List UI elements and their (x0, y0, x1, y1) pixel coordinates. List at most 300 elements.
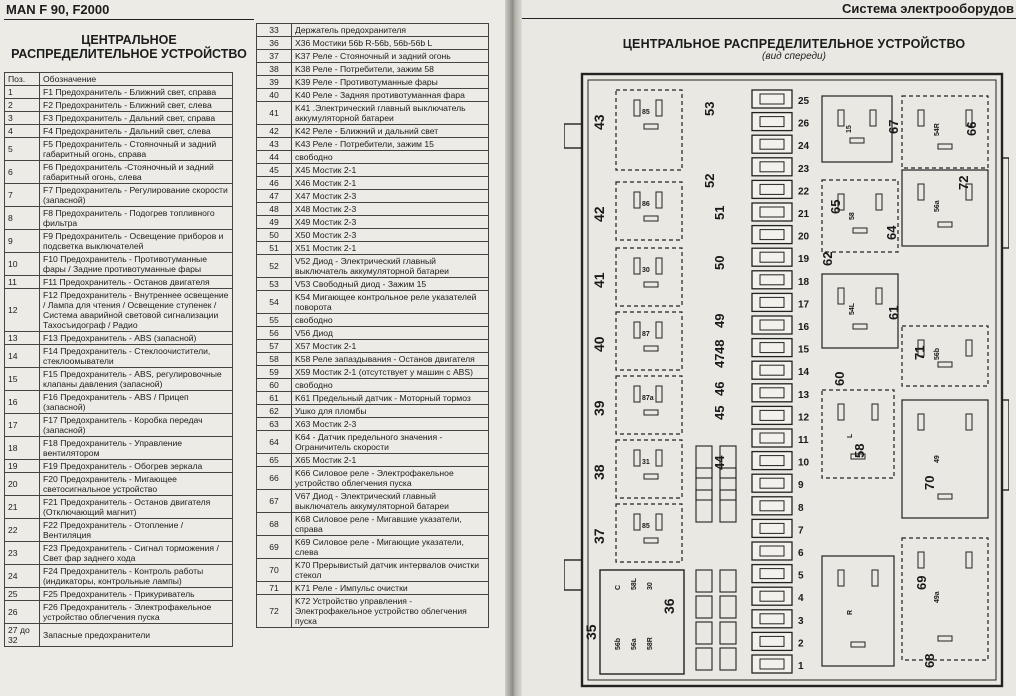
pin-label: 56a (631, 638, 638, 650)
fuse-number-label: 7 (798, 525, 804, 537)
fuse-number-label: 25 (798, 96, 810, 107)
table-row (257, 379, 489, 392)
row-pos: 57 (257, 340, 292, 353)
position-number-label: 66 (964, 121, 979, 136)
fuse-number-label: 19 (798, 254, 810, 266)
relay-pin (838, 110, 844, 126)
relay-pin (634, 100, 640, 116)
relay-pin (872, 404, 878, 420)
row-pos: 56 (257, 327, 292, 340)
row-pos: 67 (257, 490, 292, 513)
legend-table-1 (4, 72, 233, 647)
row-pos: 4 (5, 125, 40, 138)
position-number-label: 46 (712, 381, 727, 396)
relay-pin (838, 288, 844, 304)
small-fuse (720, 648, 736, 670)
relay-position-label: 37 (591, 528, 607, 544)
position-number-label: 51 (712, 205, 727, 220)
relay-block-35-36 (600, 570, 684, 674)
row-pos: 5 (5, 138, 40, 161)
relay-socket-right (902, 170, 988, 246)
table-row (257, 203, 489, 216)
relay-pin (838, 570, 844, 586)
pin-label: C (615, 584, 622, 590)
position-number-label: 47 (712, 353, 727, 368)
row-description: V52 Диод - Электрический главный выключатель аккумуляторной батареи (292, 255, 489, 278)
relay-pin (656, 322, 662, 338)
relay-pin (918, 552, 924, 568)
row-description: Ушко для пломбы (292, 405, 489, 418)
fuse-number-label: 16 (798, 322, 810, 333)
relay-socket-right (902, 400, 988, 518)
table-row (257, 314, 489, 327)
fuse-slot (752, 587, 792, 605)
row-pos: 71 (257, 582, 292, 595)
fuse-number-label: 1 (798, 661, 804, 672)
row-pos: 43 (257, 138, 292, 151)
fuse-slot (752, 519, 792, 537)
fuse-slot (752, 361, 792, 379)
table-row (257, 63, 489, 76)
relay-pin-label: L (847, 433, 854, 438)
relay-position-label: 40 (591, 336, 607, 352)
table-row (5, 460, 233, 473)
right-page (522, 0, 1016, 696)
fuse-slot (752, 226, 792, 244)
table-row (257, 418, 489, 431)
table-row (5, 496, 233, 519)
row-pos: 68 (257, 513, 292, 536)
table-row (5, 601, 233, 624)
table-row (5, 253, 233, 276)
relay-pin (656, 100, 662, 116)
row-pos: 1 (5, 86, 40, 99)
row-description: K58 Реле запаздывания - Останов двигателя (292, 353, 489, 366)
row-pos: 51 (257, 242, 292, 255)
fuse-number-label: 14 (798, 367, 810, 379)
row-description: F11 Предохранитель - Останов двигателя (40, 276, 233, 289)
relay-pin-label: 49 (934, 455, 941, 463)
relay-pin-label: 87a (642, 395, 654, 402)
row-pos: 62 (257, 405, 292, 418)
row-pos: 19 (5, 460, 40, 473)
fuse-slot (752, 632, 792, 650)
table-row (257, 242, 489, 255)
table-row (257, 125, 489, 138)
table-row (257, 467, 489, 490)
relay-socket (616, 376, 682, 434)
row-description: K66 Силовое реле - Электрофакельное устройство облегчения пуска (292, 467, 489, 490)
relay-pin (634, 192, 640, 208)
row-pos: 8 (5, 207, 40, 230)
table-row (257, 490, 489, 513)
fuse-slot (752, 135, 792, 153)
table-row (257, 454, 489, 467)
relay-pin-label: 58 (849, 212, 856, 220)
mount-tab-left-bottom (564, 560, 582, 590)
fuse-number-label: 5 (798, 570, 804, 582)
row-pos: 58 (257, 353, 292, 366)
row-description: F20 Предохранитель - Мигающее светосигнальное устройство (40, 473, 233, 496)
relay-socket-right (902, 538, 988, 660)
row-description: V67 Диод - Электрический главный выключатель аккумуляторной батареи (292, 490, 489, 513)
relay-pin (656, 258, 662, 274)
relay-pin (656, 450, 662, 466)
left-page (0, 0, 505, 696)
table-row (257, 151, 489, 164)
table-row (257, 513, 489, 536)
header-rule-right (522, 18, 1016, 19)
position-number-label: 50 (712, 255, 727, 270)
header-rule (4, 19, 254, 20)
row-description: V56 Диод (292, 327, 489, 340)
fuse-number-label: 3 (798, 615, 804, 627)
row-description: X63 Мостик 2-3 (292, 418, 489, 431)
row-description: F8 Предохранитель - Подогрев топливного фильтра (40, 207, 233, 230)
table-row (257, 50, 489, 63)
relay-pin (838, 404, 844, 420)
table-row (5, 391, 233, 414)
row-pos: 69 (257, 536, 292, 559)
table-row (5, 138, 233, 161)
relay-pin-label: 85 (642, 523, 650, 530)
table-row (5, 437, 233, 460)
relay-pin-label: 56a (934, 200, 941, 212)
table-row (5, 542, 233, 565)
relay-pin (938, 494, 952, 499)
fuse-number-label: 24 (798, 141, 810, 153)
fuse-slot (752, 180, 792, 198)
row-pos: 59 (257, 366, 292, 379)
row-pos: 18 (5, 437, 40, 460)
table-row (5, 624, 233, 647)
relay-pin (966, 552, 972, 568)
table-row (257, 353, 489, 366)
row-pos: 13 (5, 332, 40, 345)
relay-pin-label: 31 (642, 459, 650, 466)
fuse-slot (752, 384, 792, 402)
fuse-slot (752, 406, 792, 424)
position-number-label: 58 (852, 443, 867, 458)
row-description: X49 Мостик 2-3 (292, 216, 489, 229)
fuse-slot (752, 339, 792, 357)
position-number-label: 60 (832, 371, 847, 386)
table-row (257, 37, 489, 50)
relay-socket-right (822, 180, 898, 252)
table-row (257, 89, 489, 102)
table-row (5, 289, 233, 332)
relay-pin (938, 362, 952, 367)
relay-pin (938, 222, 952, 227)
relay-pin (938, 636, 952, 641)
fuse-slot (752, 452, 792, 470)
table-row (257, 582, 489, 595)
row-pos: 47 (257, 190, 292, 203)
fuse-number-label: 2 (798, 638, 804, 650)
fuse-slot (752, 203, 792, 221)
row-pos: 66 (257, 467, 292, 490)
row-description: F16 Предохранитель - ABS / Прицеп (запасной) (40, 391, 233, 414)
small-fuse (720, 570, 736, 592)
position-number-label: 70 (922, 475, 937, 490)
fuse-slot (752, 429, 792, 447)
fuse-number-label: 22 (798, 186, 810, 198)
row-pos: 48 (257, 203, 292, 216)
table-row (257, 76, 489, 89)
fuse-slot (752, 655, 792, 673)
table-row (5, 184, 233, 207)
relay-pin-label: 56b (934, 347, 941, 360)
position-number-label: 53 (702, 101, 717, 116)
row-pos: 26 (5, 601, 40, 624)
fuse-number-label: 18 (798, 276, 810, 288)
small-fuse (720, 468, 736, 500)
fuse-slot (752, 565, 792, 583)
position-number-label: 61 (886, 305, 901, 320)
position-number-label: 65 (828, 199, 843, 214)
table-row (5, 473, 233, 496)
relay-pin (634, 258, 640, 274)
row-pos: 72 (257, 595, 292, 628)
relay-pin (644, 538, 658, 543)
table-row (257, 102, 489, 125)
relay-pin (634, 450, 640, 466)
row-pos: 50 (257, 229, 292, 242)
fuse-number-label: 15 (798, 344, 810, 356)
row-pos: 63 (257, 418, 292, 431)
row-description: K71 Реле - Импульс очистки (292, 582, 489, 595)
relay-pin (656, 192, 662, 208)
relay-pin (870, 110, 876, 126)
row-pos: 42 (257, 125, 292, 138)
relay-pin (872, 570, 878, 586)
row-pos: 24 (5, 565, 40, 588)
relay-socket-right (822, 556, 894, 666)
row-description: F25 Предохранитель - Прикуриватель (40, 588, 233, 601)
row-pos: 40 (257, 89, 292, 102)
relay-pin-label: 85 (642, 109, 650, 116)
table-row (257, 229, 489, 242)
fuse-slot (752, 271, 792, 289)
row-description: K72 Устройство управления - Электрофакельное устройство облегчения пуска (292, 595, 489, 628)
book-gutter (505, 0, 522, 696)
fuse-number-label: 13 (798, 389, 810, 401)
table-row (5, 414, 233, 437)
row-pos: 65 (257, 454, 292, 467)
fuse-slot (752, 248, 792, 266)
fuse-slot (752, 113, 792, 131)
row-pos: 33 (257, 24, 292, 37)
row-description: K41 .Электрический главный выключатель аккумуляторной батареи (292, 102, 489, 125)
small-fuse (696, 446, 712, 478)
fuse-box-elements (583, 90, 988, 674)
table-row (5, 588, 233, 601)
row-description: F4 Предохранитель - Дальний свет, слева (40, 125, 233, 138)
position-number-label: 45 (712, 405, 727, 420)
position-number-label: 68 (922, 653, 937, 668)
fuse-number-label: 4 (798, 593, 804, 605)
position-number-label: 49 (712, 313, 727, 328)
row-description: F24 Предохранитель - Контроль работы (индикаторы, контрольные лампы) (40, 565, 233, 588)
row-description: F1 Предохранитель - Ближний свет, справа (40, 86, 233, 99)
table-row (257, 278, 489, 291)
row-pos: 55 (257, 314, 292, 327)
fuse-slot (752, 90, 792, 108)
position-number-label: 62 (820, 251, 835, 266)
relay-socket-right (822, 390, 894, 478)
relay-position-label: 42 (591, 206, 607, 222)
position-number-label: 44 (712, 455, 727, 470)
row-pos: 52 (257, 255, 292, 278)
table-row (257, 559, 489, 582)
table-row (257, 216, 489, 229)
fuse-slot (752, 497, 792, 515)
relay-pin-label: 15 (846, 125, 853, 133)
row-description: X57 Мостик 2-1 (292, 340, 489, 353)
legend-table-1-body (5, 86, 233, 647)
table-row (5, 230, 233, 253)
table-row (257, 190, 489, 203)
table-row (5, 112, 233, 125)
row-description: X48 Мостик 2-3 (292, 203, 489, 216)
relay-socket-right (822, 96, 892, 162)
row-description: X59 Мостик 2-1 (отсутствует у машин с ABS) (292, 366, 489, 379)
row-pos: 16 (5, 391, 40, 414)
row-pos: 45 (257, 164, 292, 177)
row-description: K70 Прерывистый датчик интервалов очистки стекол (292, 559, 489, 582)
pos-header: Поз. (5, 73, 40, 86)
fuse-slot (752, 542, 792, 560)
fuse-slot (752, 316, 792, 334)
row-description: K39 Реле - Противотуманные фары (292, 76, 489, 89)
relay-socket (616, 90, 682, 170)
row-description: свободно (292, 314, 489, 327)
table-row (257, 24, 489, 37)
fuse-number-label: 17 (798, 299, 810, 311)
row-description: свободно (292, 379, 489, 392)
position-number-label: 69 (914, 575, 929, 590)
row-description: Держатель предохранителя (292, 24, 489, 37)
row-description: F7 Предохранитель - Регулирование скорости (запасной) (40, 184, 233, 207)
row-pos: 53 (257, 278, 292, 291)
relay-position-label: 41 (591, 272, 607, 288)
relay-pin (644, 124, 658, 129)
relay-position-label: 38 (591, 464, 607, 480)
small-fuse (696, 468, 712, 500)
small-fuse (720, 490, 736, 522)
section-title-line1: ЦЕНТРАЛЬНОЕ (81, 33, 177, 47)
row-pos: 17 (5, 414, 40, 437)
small-fuse (720, 596, 736, 618)
row-pos: 14 (5, 345, 40, 368)
row-description: F5 Предохранитель - Стояночный и задний габаритный огонь, справа (40, 138, 233, 161)
relay-pin (644, 282, 658, 287)
table-row (5, 368, 233, 391)
row-pos: 49 (257, 216, 292, 229)
table-row (257, 138, 489, 151)
row-description: K38 Реле - Потребители, зажим 58 (292, 63, 489, 76)
relay-pin-label: 49a (934, 591, 941, 603)
table-row (5, 207, 233, 230)
legend-table-2-body (257, 24, 489, 628)
row-pos: 39 (257, 76, 292, 89)
row-pos: 2 (5, 99, 40, 112)
row-description: F14 Предохранитель - Стеклоочистители, стеклоомыватели (40, 345, 233, 368)
fuse-number-label: 6 (798, 548, 804, 559)
small-fuse (720, 622, 736, 644)
position-number-label: 72 (956, 175, 971, 190)
running-head-right: Система электрооборудов (841, 1, 1014, 16)
row-pos: 44 (257, 151, 292, 164)
row-description: F19 Предохранитель - Обогрев зеркала (40, 460, 233, 473)
row-description: F2 Предохранитель - Ближний свет, слева (40, 99, 233, 112)
relay-pin (966, 414, 972, 430)
relay-pin (644, 474, 658, 479)
row-description: X47 Мостик 2-3 (292, 190, 489, 203)
table-row (5, 345, 233, 368)
row-pos: 21 (5, 496, 40, 519)
row-pos: 54 (257, 291, 292, 314)
fuse-slot (752, 293, 792, 311)
relay-pin (656, 514, 662, 530)
row-description: X45 Мостик 2-1 (292, 164, 489, 177)
fuse-slot (752, 474, 792, 492)
row-description: X36 Мостики 56b R-56b, 56b-56b L (292, 37, 489, 50)
table-row (257, 431, 489, 454)
row-description: F6 Предохранитель -Стояночный и задний габаритный огонь, слева (40, 161, 233, 184)
relay-pin (644, 410, 658, 415)
row-pos: 23 (5, 542, 40, 565)
table-row (257, 255, 489, 278)
fuse-number-label: 8 (798, 502, 804, 514)
row-pos: 37 (257, 50, 292, 63)
table-row (257, 595, 489, 628)
fuse-number-label: 12 (798, 412, 810, 424)
relay-pin-label: 86 (642, 201, 650, 208)
relay-pin (918, 414, 924, 430)
table-row (257, 340, 489, 353)
row-description: F10 Предохранитель - Противотуманные фары / Задние противотуманные фары (40, 253, 233, 276)
relay-pin (644, 216, 658, 221)
fuse-number-label: 23 (798, 163, 810, 175)
fuse-number-label: 26 (798, 118, 810, 130)
table-row (5, 332, 233, 345)
table-row (257, 164, 489, 177)
row-pos: 22 (5, 519, 40, 542)
small-fuse (696, 490, 712, 522)
diagram-subtitle: (вид спереди) (762, 51, 826, 62)
row-pos: 20 (5, 473, 40, 496)
row-description: X46 Мостик 2-1 (292, 177, 489, 190)
table-row (257, 392, 489, 405)
row-pos: 38 (257, 63, 292, 76)
fuse-number-label: 9 (798, 480, 804, 492)
row-description: X51 Мостик 2-1 (292, 242, 489, 255)
row-description: K42 Реле - Ближний и дальний свет (292, 125, 489, 138)
fuse-slot (752, 610, 792, 628)
row-description: K37 Реле - Стояночный и задний огонь (292, 50, 489, 63)
relay-socket (616, 312, 682, 370)
legend-table-2 (256, 23, 489, 628)
relay-socket (616, 248, 682, 306)
row-pos: 27 до 32 (5, 624, 40, 647)
relay-pin-label: 30 (642, 267, 650, 274)
pin-label: 56b (615, 637, 622, 650)
desc-header: Обозначение (40, 73, 233, 86)
row-description: X50 Мостик 2-3 (292, 229, 489, 242)
small-fuse (696, 596, 712, 618)
row-description: F23 Предохранитель - Сигнал торможения / Свет фар заднего хода (40, 542, 233, 565)
